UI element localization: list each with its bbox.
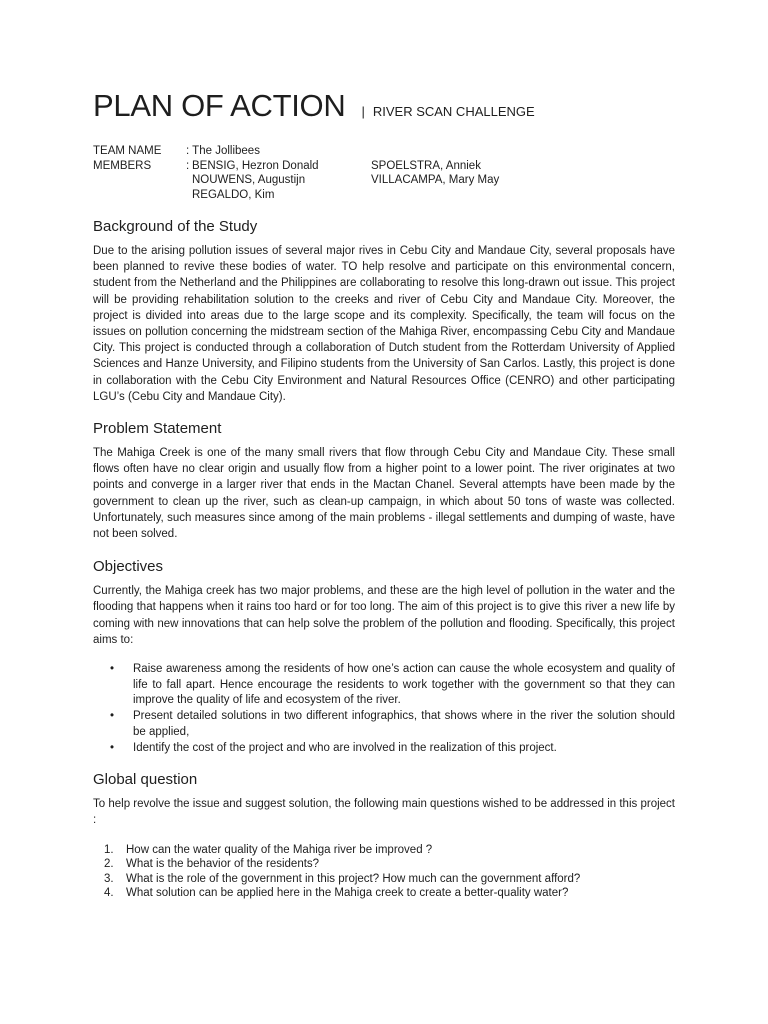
document-page [93, 88, 675, 901]
members-colon: : [186, 159, 190, 172]
list-item [93, 662, 675, 709]
question-text: What is the role of the government in this project? How much can the government afford? [126, 872, 581, 885]
list-item-text: Identify the cost of the project and who are involved in the realization of this project. [133, 741, 557, 754]
question-text: What solution can be applied here in the Mahiga creek to create a better-quality water? [126, 887, 569, 900]
question-number: 1. [104, 843, 114, 856]
member-name: NOUWENS, Augustijn [192, 174, 306, 186]
list-item [93, 709, 675, 740]
problem-paragraph: The Mahiga Creek is one of the many small rivers that flow through Cebu City and Mandaue City. These small flows often have no clear origin and usually flow from a higher point to a lower point. The river originates at two points and converge in a larger river that ends in the Mactan Chanel. Several attempts have been made by the government to clean up the river, such as clean-up campaign, in which about 50 tons of waste was collected. Unfortunately, such measures since among of the main problems - illegal settlements and dumping of waste, have not been solved. [93, 447, 675, 541]
document-subtitle: RIVER SCAN CHALLENGE [372, 104, 535, 119]
team-info [93, 144, 675, 202]
member-name: REGALDO, Kim [192, 188, 275, 201]
list-item [93, 872, 675, 887]
objectives-heading: Objectives [93, 558, 164, 576]
member-name: VILLACAMPA, Mary May [371, 174, 500, 186]
global-question-intro: To help revolve the issue and suggest solution, the following main questions wished to be addressed in this project : [93, 798, 675, 827]
objectives-list [93, 662, 675, 756]
bullet-icon: • [110, 663, 115, 676]
question-number: 4. [104, 887, 114, 900]
list-item-text: Raise awareness among the residents of how one’s action can cause the whole ecosystem and quality of life to fall apart. Hence encourage the residents to work together with the government so that they can improve the quality of life and ecosystem of the river. [133, 663, 675, 707]
team-name-label: TEAM NAME [93, 145, 162, 157]
problem-heading: Problem Statement [93, 420, 222, 438]
background-paragraph: Due to the arising pollution issues of several major rives in Cebu City and Mandaue City, several proposals have been planned to revive these bodies of water. TO help resolve and participate on this environmental concern, student from the Netherland and the Philippines are collaborating to resolve this long-drawn out issue. This project will be providing rehabilitation solution to the creeks and river of Cebu City and Mandaue City. Moreover, the project is divided into areas due to the large scope and its complexity. Specifically, the team will focus on the issues on pollution concerning the midstream section of the Mahiga River, encompassing Cebu City and Mandaue City. This project is conducted through a collaboration of Dutch student from the Rotterdam University of Applied Sciences and Hanze University, and Filipino students from the University of San Carlos. Lastly, this project is done in collaboration with the Cebu City Environment and Natural Resources Office (CENRO) and other participating LGU’s (Cebu City and Mandaue City). [93, 245, 675, 403]
document-title: PLAN OF ACTION [93, 88, 346, 123]
objectives-paragraph: Currently, the Mahiga creek has two major problems, and these are the high level of pollution in the water and the flooding that happens when it rains too hard or for too long. The aim of this project is to give this river a new life by coming with new innovations that can help solve the problem of the pollution and flooding. Specifically, this project aims to: [93, 585, 675, 646]
background-heading: Background of the Study [93, 218, 258, 235]
member-name: BENSIG, Hezron Donald [192, 159, 319, 172]
list-item-text: Present detailed solutions in two different infographics, that shows where in the river the solution should be applied, [133, 710, 675, 738]
list-item [93, 857, 675, 872]
title-separator: | [361, 104, 365, 119]
question-text: What is the behavior of the residents? [126, 858, 320, 871]
members-label: MEMBERS [93, 159, 152, 172]
team-name-row [93, 144, 675, 159]
bullet-icon: • [110, 741, 115, 754]
member-name: SPOELSTRA, Anniek [371, 159, 481, 172]
list-item [93, 886, 675, 901]
list-item [93, 843, 675, 858]
questions-list [93, 843, 675, 901]
members-row [93, 159, 675, 203]
team-name-value: : The Jollibees [186, 145, 260, 157]
bullet-icon: • [110, 710, 115, 723]
question-number: 2. [104, 858, 114, 871]
members-column-1 [192, 159, 371, 203]
global-question-heading: Global question [93, 771, 198, 789]
question-text: How can the water quality of the Mahiga river be improved ? [126, 843, 433, 856]
title-row [93, 88, 675, 124]
list-item [93, 741, 675, 757]
members-column-2 [371, 159, 499, 203]
question-number: 3. [104, 872, 114, 885]
